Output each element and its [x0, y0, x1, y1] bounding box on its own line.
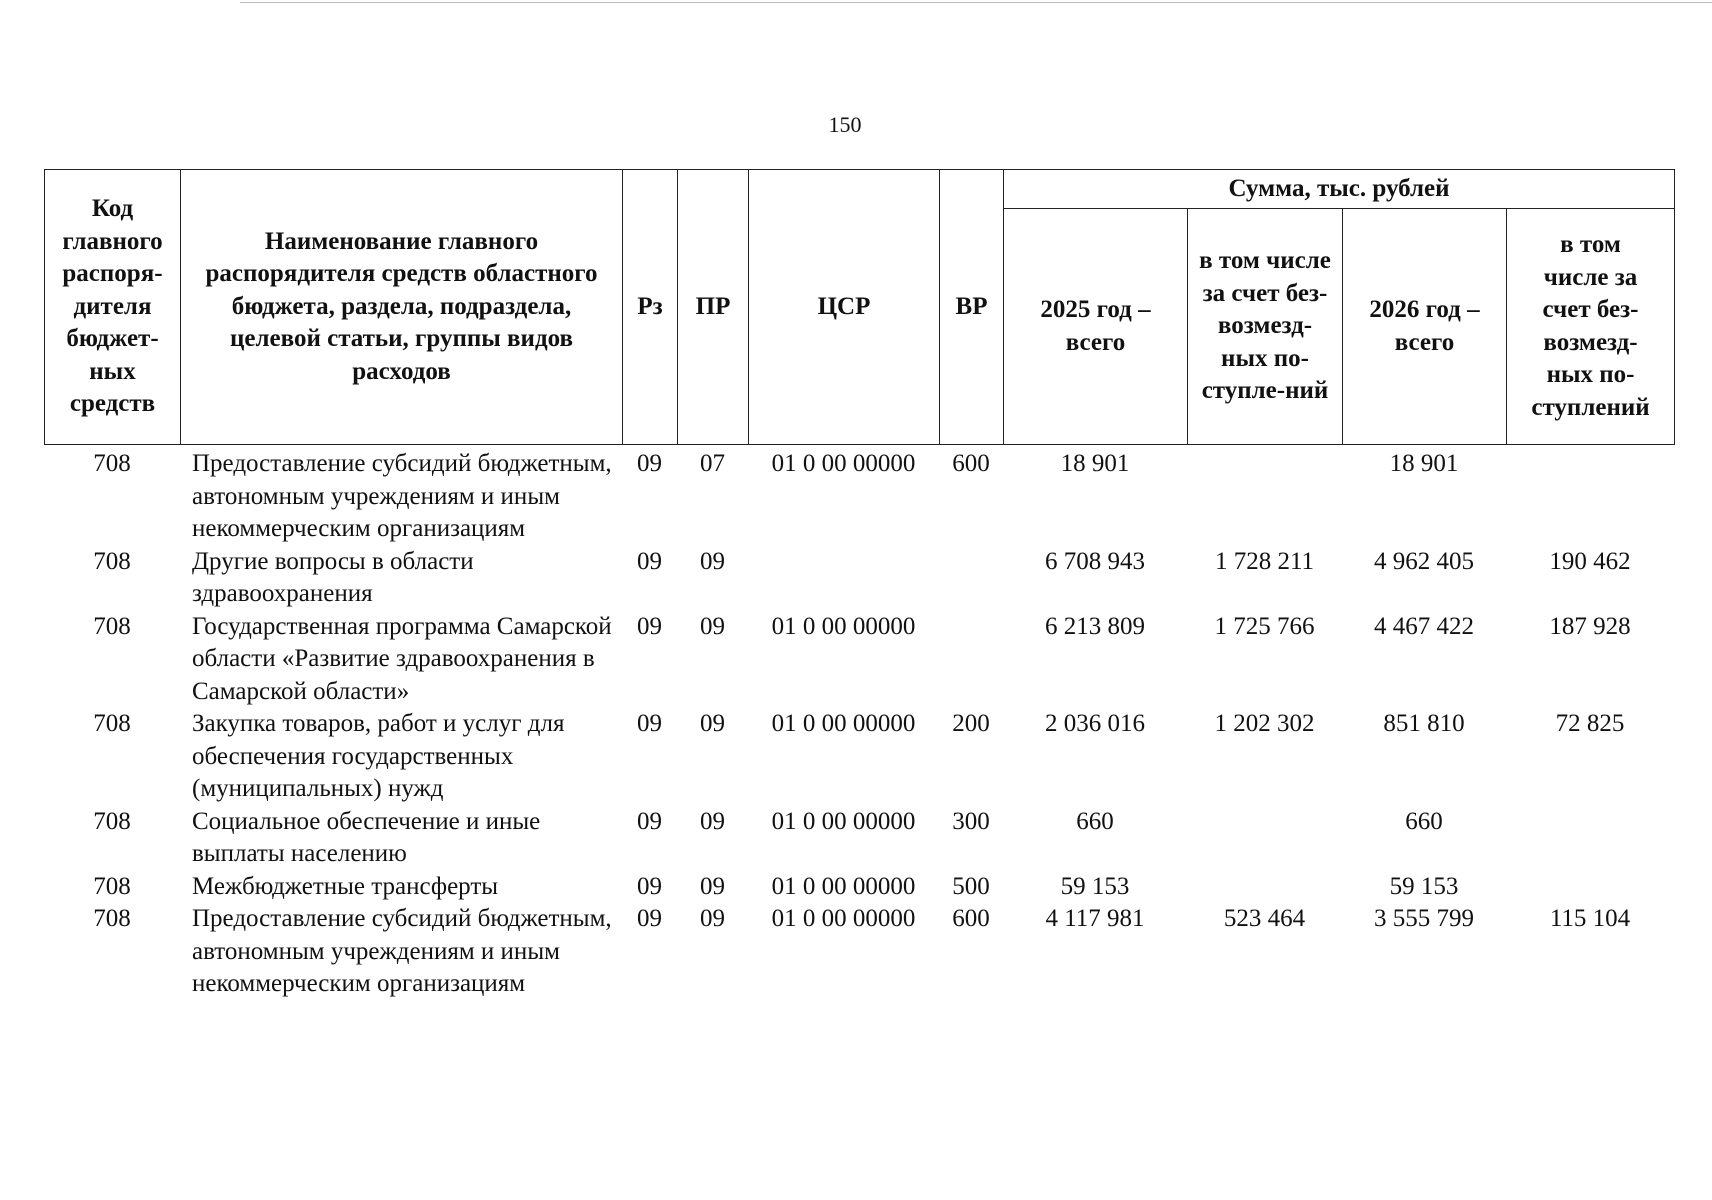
table-row: [44, 806, 1674, 871]
table-row: [44, 546, 1674, 611]
cell-2026-grant: 187 928: [1549, 612, 1631, 640]
cell-2025-grant: 1 728 211: [1214, 547, 1315, 575]
cell-2025-grant: 1 202 302: [1214, 710, 1315, 737]
cell-name: Закупка товаров, работ и услуг для обеспечения государственных (муниципальных) нужд: [192, 710, 565, 802]
header-sum-group: Сумма, тыс. рублей: [1004, 170, 1675, 209]
header-code: Код главного распоря-дителя бюджет-ных средств: [45, 170, 181, 445]
header-2026-grant: в том числе за счет без-возмезд-ных по-ступлений: [1507, 209, 1675, 445]
cell-2025-total: 660: [1076, 807, 1114, 835]
cell-2026-total: 851 810: [1383, 710, 1465, 737]
cell-2025-total: 4 117 981: [1045, 905, 1145, 932]
cell-csr: 01 0 00 00000: [771, 710, 916, 737]
cell-pr: 09: [700, 807, 725, 835]
cell-csr: 01 0 00 00000: [771, 612, 916, 640]
cell-2026-total: 59 153: [1389, 872, 1459, 900]
cell-pr: 09: [700, 547, 725, 575]
cell-code: 708: [93, 807, 131, 835]
cell-2025-total: 18 901: [1060, 450, 1130, 477]
cell-2025-grant: 1 725 766: [1214, 612, 1315, 640]
cell-csr: [748, 546, 939, 611]
cell-pr: 09: [700, 872, 725, 900]
cell-pr: 09: [700, 710, 725, 737]
cell-code: 708: [93, 905, 131, 932]
cell-2026-grant: [1506, 871, 1674, 904]
header-name: Наименование главного распорядителя средств областного бюджета, раздела, подраздела, целевой статьи, группы видов расходов: [181, 170, 623, 445]
cell-vr: 500: [952, 872, 990, 900]
cell-code: 708: [93, 547, 131, 575]
cell-2025-total: 59 153: [1060, 872, 1130, 900]
table-row: [44, 871, 1674, 904]
table-body: [44, 448, 1674, 1001]
table-row: [44, 448, 1674, 546]
cell-csr: 01 0 00 00000: [771, 450, 916, 477]
cell-pr: 07: [700, 450, 725, 477]
cell-rz: 09: [637, 710, 662, 737]
page-number: 150: [828, 112, 862, 137]
cell-2025-total: 2 036 016: [1045, 710, 1145, 737]
cell-name: Государственная программа Самарской области «Развитие здравоохранения в Самарской области»: [192, 612, 612, 705]
cell-2025-grant: [1187, 448, 1342, 546]
cell-2026-total: 660: [1405, 807, 1443, 835]
cell-vr: 600: [952, 450, 990, 477]
table-header: [44, 169, 1675, 445]
cell-2025-grant: [1187, 871, 1342, 904]
top-edge-line: [240, 2, 1712, 3]
cell-csr: 01 0 00 00000: [771, 872, 916, 900]
cell-vr: [939, 611, 1003, 709]
cell-2025-total: 6 708 943: [1045, 547, 1145, 575]
header-vr: ВР: [940, 170, 1004, 445]
cell-vr: [939, 546, 1003, 611]
cell-2026-total: 3 555 799: [1374, 905, 1474, 932]
cell-2026-grant: [1506, 806, 1674, 871]
cell-2026-total: 18 901: [1389, 450, 1459, 477]
cell-rz: 09: [637, 450, 662, 477]
header-2025-grant: в том числе за счет без-возмезд-ных по-ступле-ний: [1188, 209, 1343, 445]
header-2025-total: 2025 год – всего: [1004, 209, 1188, 445]
header-csr: ЦСР: [749, 170, 940, 445]
cell-name: Предоставление субсидий бюджетным, автономным учреждениям и иным некоммерческим организациям: [192, 905, 612, 997]
cell-2026-grant: 72 825: [1555, 710, 1625, 737]
cell-2025-grant: [1187, 806, 1342, 871]
table-row: [44, 903, 1674, 1001]
cell-name: Межбюджетные трансферты: [192, 872, 499, 900]
table-row: [44, 708, 1674, 806]
cell-2025-total: 6 213 809: [1045, 612, 1145, 640]
cell-rz: 09: [637, 547, 662, 575]
cell-rz: 09: [637, 872, 662, 900]
cell-pr: 09: [700, 905, 725, 932]
cell-code: 708: [93, 710, 131, 737]
header-rz: Рз: [623, 170, 678, 445]
header-2026-total: 2026 год – всего: [1343, 209, 1507, 445]
cell-rz: 09: [637, 612, 662, 640]
cell-2026-grant: 190 462: [1549, 547, 1631, 575]
header-pr: ПР: [678, 170, 749, 445]
cell-csr: 01 0 00 00000: [771, 905, 916, 932]
cell-vr: 200: [952, 710, 990, 737]
cell-code: 708: [93, 872, 131, 900]
cell-vr: 300: [952, 807, 990, 835]
cell-name: Предоставление субсидий бюджетным, автономным учреждениям и иным некоммерческим организациям: [192, 450, 612, 542]
cell-name: Другие вопросы в области здравоохранения: [192, 547, 474, 607]
cell-rz: 09: [637, 807, 662, 835]
cell-code: 708: [93, 612, 131, 640]
cell-code: 708: [93, 450, 131, 477]
cell-vr: 600: [952, 905, 990, 932]
cell-2026-total: 4 962 405: [1374, 547, 1474, 575]
cell-2026-grant: [1506, 448, 1674, 546]
cell-pr: 09: [700, 612, 725, 640]
cell-rz: 09: [637, 905, 662, 932]
cell-2026-grant: 115 104: [1549, 905, 1631, 932]
cell-name: Социальное обеспечение и иные выплаты населению: [192, 807, 541, 867]
cell-2025-grant: 523 464: [1223, 905, 1306, 932]
cell-2026-total: 4 467 422: [1374, 612, 1474, 640]
table-row: [44, 611, 1674, 709]
cell-csr: 01 0 00 00000: [771, 807, 916, 835]
